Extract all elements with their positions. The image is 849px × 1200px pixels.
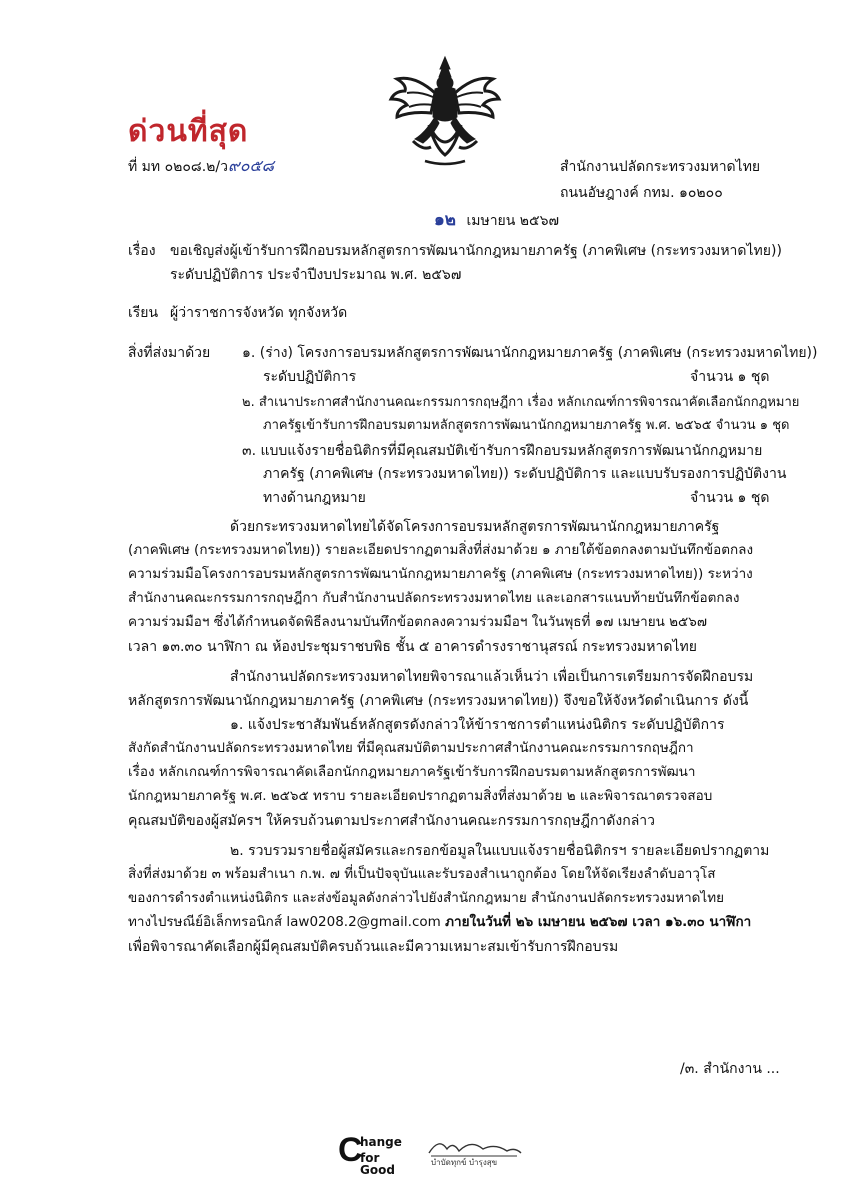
enclosure-1-qty: จำนวน ๑ ชุด <box>690 369 770 385</box>
change-for-good-logo <box>338 1131 418 1177</box>
item-2-line-5: เพื่อพิจารณาคัดเลือกผู้มีคุณสมบัติครบถ้วนและมีความเหมาะสมเข้ารับการฝึกอบรม <box>128 939 619 955</box>
recipient-value: ผู้ว่าราชการจังหวัด ทุกจังหวัด <box>170 305 348 321</box>
item-2-line-1: ๒. รวบรวมรายชื่อผู้สมัครและกรอกข้อมูลในแบบแจ้งรายชื่อนิติกรฯ รายละเอียดปรากฏตาม <box>230 843 770 859</box>
logo-text-line-2: for Good <box>360 1151 395 1177</box>
item-2-deadline: ภายในวันที่ ๒๖ เมษายน ๒๕๖๗ เวลา ๑๖.๓๐ นาฬิกา <box>445 914 752 930</box>
logo-text-line-1: hange <box>360 1135 402 1149</box>
subject-label: เรื่อง <box>128 243 156 259</box>
garuda-emblem-icon <box>385 55 505 170</box>
paragraph-2-line-2: หลักสูตรการพัฒนานักกฎหมายภาครัฐ (ภาคพิเศษ (กระทรวงมหาดไทย)) จึงขอให้จังหวัดดำเนินการ ดังนี้ <box>128 693 749 709</box>
item-2-line-4-plain: ทางไปรษณีย์อิเล็กทรอนิกส์ law0208.2@gmail.com <box>128 914 441 930</box>
item-2-line-3: ของการดำรงตำแหน่งนิติกร และส่งข้อมูลดังกล่าวไปยังสำนักกฎหมาย สำนักงานปลัดกระทรวงมหาดไทย <box>128 890 725 906</box>
item-1-line-1: ๑. แจ้งประชาสัมพันธ์หลักสูตรดังกล่าวให้ข้าราชการตำแหน่งนิติกร ระดับปฏิบัติการ <box>230 717 725 733</box>
next-page-marker: /๓. สำนักงาน ... <box>680 1061 780 1077</box>
item-1-line-4: นักกฎหมายภาครัฐ พ.ศ. ๒๕๖๕ ทราบ รายละเอียดปรากฏตามสิ่งที่ส่งมาด้วย ๒ และพิจารณาตรวจสอบ <box>128 788 713 804</box>
paragraph-1-line-2: (ภาคพิเศษ (กระทรวงมหาดไทย)) รายละเอียดปรากฏตามสิ่งที่ส่งมาด้วย ๑ ภายใต้ข้อตกลงตามบันทึกข้อตกลง <box>128 542 754 558</box>
paragraph-1-line-4: สำนักงานคณะกรรมการกฤษฎีกา กับสำนักงานปลัดกระทรวงมหาดไทย และเอกสารแนบท้ายบันทึกข้อตกลง <box>128 590 740 606</box>
item-1-line-2: สังกัดสำนักงานปลัดกระทรวงมหาดไทย ที่มีคุณสมบัติตามประกาศสำนักงานคณะกรรมการกฤษฎีกา <box>128 740 694 756</box>
enclosure-3-line-1: ๓. แบบแจ้งรายชื่อนิติกรที่มีคุณสมบัติเข้ารับการฝึกอบรมหลักสูตรการพัฒนานักกฎหมาย <box>242 443 763 459</box>
item-2-line-2: สิ่งที่ส่งมาด้วย ๓ พร้อมสำเนา ก.พ. ๗ ที่เป็นปัจจุบันและรับรองสำเนาถูกต้อง โดยให้จัดเรียงลำดับอาวุโส <box>128 866 716 882</box>
document-number <box>128 158 274 174</box>
recipient-label: เรียน <box>128 305 159 321</box>
item-2-line-4 <box>128 916 751 930</box>
paragraph-1-line-1: ด้วยกระทรวงมหาดไทยได้จัดโครงการอบรมหลักสูตรการพัฒนานักกฎหมายภาครัฐ <box>230 519 720 535</box>
urgency-stamp: ด่วนที่สุด <box>128 114 249 149</box>
document-number-handwritten: ๙๐๕๘ <box>227 156 274 175</box>
enclosure-1-line-1: ๑. (ร่าง) โครงการอบรมหลักสูตรการพัฒนานักกฎหมายภาครัฐ (ภาคพิเศษ (กระทรวงมหาดไทย)) <box>242 345 818 361</box>
enclosure-3-qty: จำนวน ๑ ชุด <box>690 490 770 506</box>
item-1-line-5: คุณสมบัติของผู้สมัครฯ ให้ครบถ้วนตามประกาศสำนักงานคณะกรรมการกฤษฎีกาดังกล่าว <box>128 813 655 829</box>
enclosure-2-line-1: ๒. สำเนาประกาศสำนักงานคณะกรรมการกฤษฎีกา เรื่อง หลักเกณฑ์การพิจารณาคัดเลือกนักกฎหมาย <box>242 395 800 410</box>
logo-letter: C <box>338 1131 363 1169</box>
paragraph-1-line-6: เวลา ๑๓.๓๐ นาฬิกา ณ ห้องประชุมราชบพิธ ชั้น ๕ อาคารดำรงราชานุสรณ์ กระทรวงมหาดไทย <box>128 639 697 655</box>
paragraph-1-line-3: ความร่วมมือโครงการอบรมหลักสูตรการพัฒนานักกฎหมายภาครัฐ (ภาคพิเศษ (กระทรวงมหาดไทย)) ระหว่าง <box>128 566 753 582</box>
subject-line-1: ขอเชิญส่งผู้เข้ารับการฝึกอบรมหลักสูตรการพัฒนานักกฎหมายภาครัฐ (ภาคพิเศษ (กระทรวงมหาดไทย)) <box>170 243 782 259</box>
date-month-year: เมษายน ๒๕๖๗ <box>466 213 560 229</box>
enclosure-3-line-2: ภาครัฐ (ภาคพิเศษ (กระทรวงมหาดไทย)) ระดับปฏิบัติการ และแบบรับรองการปฏิบัติงาน <box>263 466 787 482</box>
enclosure-3-line-3: ทางด้านกฎหมาย <box>263 490 366 506</box>
agency-name: สำนักงานปลัดกระทรวงมหาดไทย <box>560 159 761 175</box>
item-1-line-3: เรื่อง หลักเกณฑ์การพิจารณาคัดเลือกนักกฎหมายภาครัฐเข้ารับการฝึกอบรมตามหลักสูตรการพัฒนา <box>128 764 696 780</box>
signature-scribble-icon <box>425 1133 523 1159</box>
date-day-handwritten: ๑๒ <box>434 210 456 230</box>
motto-signature <box>425 1133 523 1171</box>
document-date <box>434 212 559 229</box>
agency-address: ถนนอัษฎางค์ กทม. ๑๐๒๐๐ <box>560 185 723 201</box>
enclosure-2-line-2: ภาครัฐเข้ารับการฝึกอบรมตามหลักสูตรการพัฒนานักกฎหมายภาครัฐ พ.ศ. ๒๕๖๕ จำนวน ๑ ชุด <box>263 418 790 433</box>
motto-caption: บำบัดทุกข์ บำรุงสุข <box>431 1158 498 1167</box>
enclosure-1-line-2: ระดับปฏิบัติการ <box>263 369 357 385</box>
paragraph-2-line-1: สำนักงานปลัดกระทรวงมหาดไทยพิจารณาแล้วเห็นว่า เพื่อเป็นการเตรียมการจัดฝึกอบรม <box>230 669 754 685</box>
paragraph-1-line-5: ความร่วมมือฯ ซึ่งได้กำหนดจัดพิธีลงนามบันทึกข้อตกลงความร่วมมือฯ ในวันพุธที่ ๑๗ เมษายน ๒๕๖๗ <box>128 614 707 630</box>
subject-line-2: ระดับปฏิบัติการ ประจำปีงบประมาณ พ.ศ. ๒๕๖๗ <box>170 267 462 283</box>
document-number-prefix: ที่ มท ๐๒๐๘.๒/ว <box>128 159 228 175</box>
enclosures-label: สิ่งที่ส่งมาด้วย <box>128 345 211 361</box>
